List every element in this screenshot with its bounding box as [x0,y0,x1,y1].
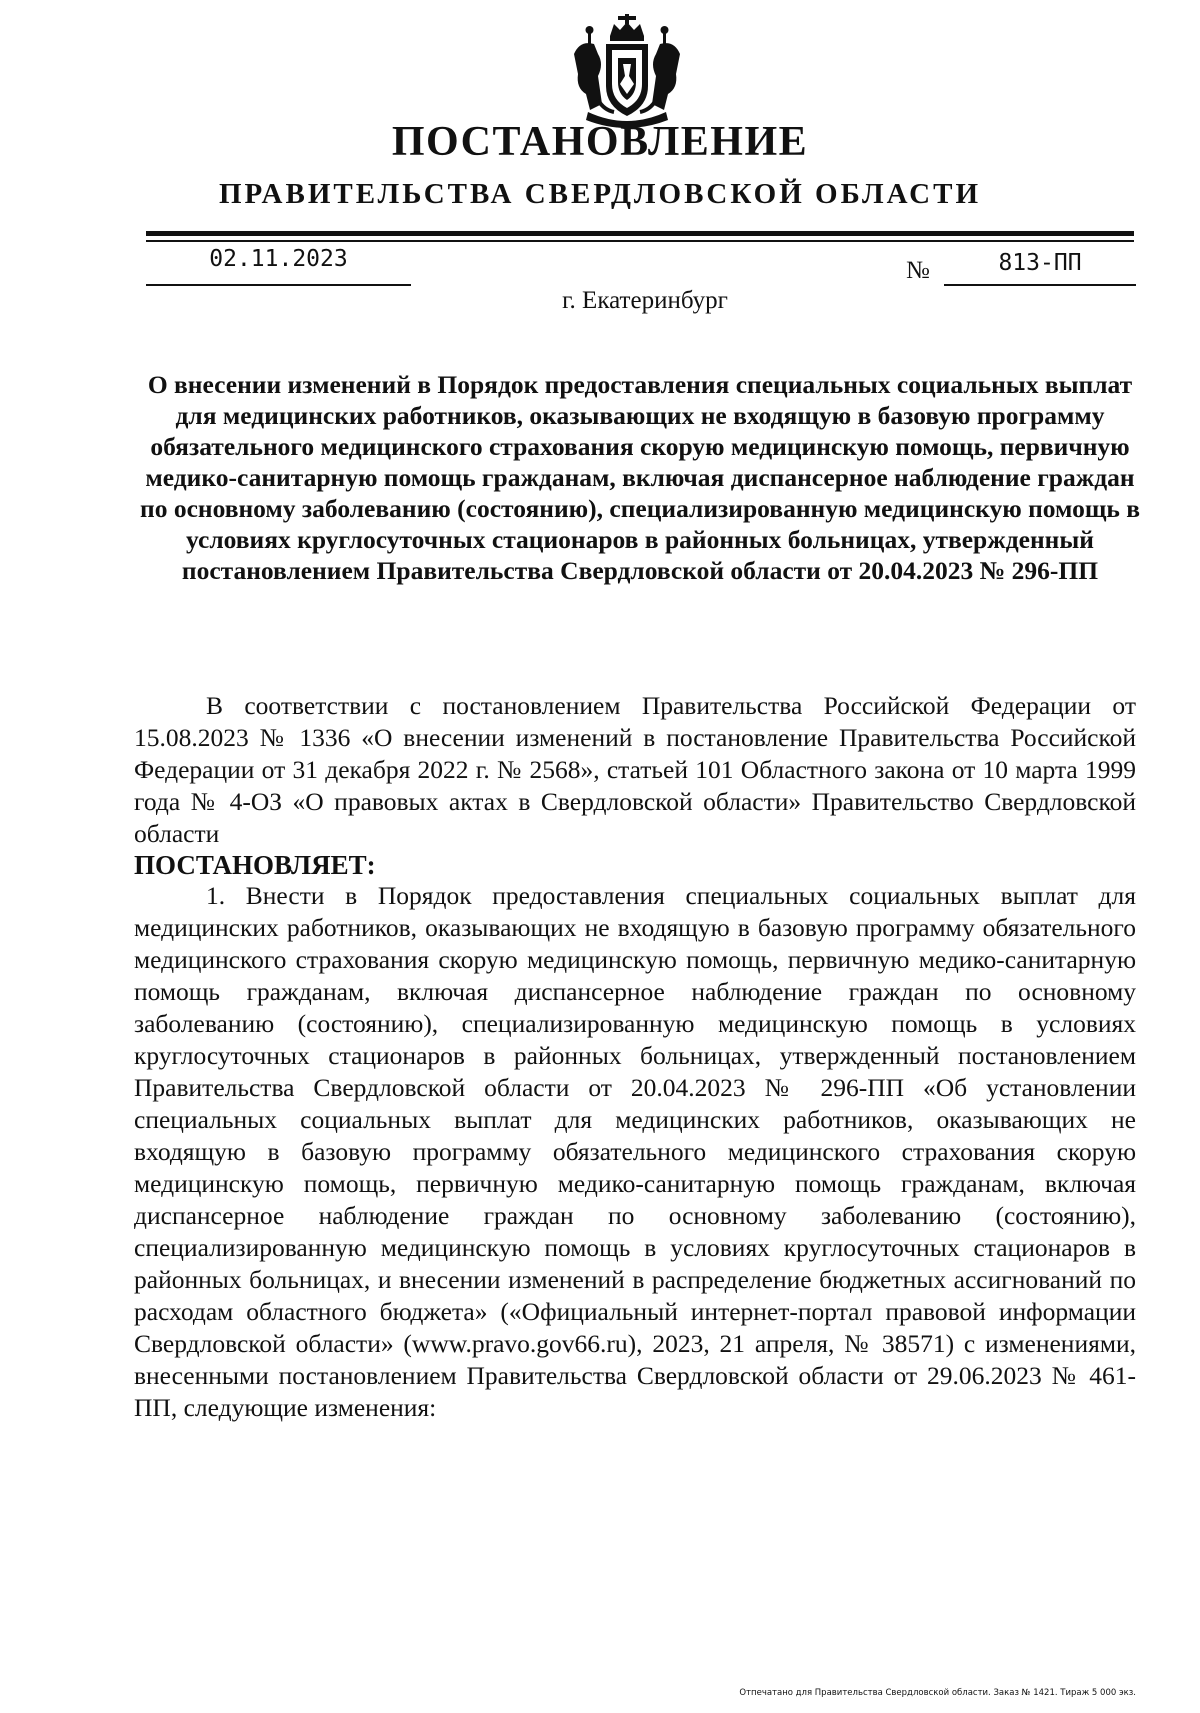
city-line: г. Екатеринбург [562,287,728,314]
document-number: 813-ПП [944,250,1136,286]
coat-of-arms-icon [568,14,686,132]
document-date: 02.11.2023 [146,244,411,286]
document-title: О внесении изменений в Порядок предоставления специальных социальных выплат для медицинских работников, оказывающих не входящую в базовую программу обязательного медицинского страхования скорую медицинскую помощь, первичную медико-санитарную помощь гражданам, включая диспансерное наблюдение граждан по основному заболеванию (состоянию), специализированную медицинскую помощь в условиях круглосуточных стационаров в районных больницах, утвержденный постановлением Правительства Свердловской области от 20.04.2023 № 296-ПП [140,370,1140,585]
header-divider-thick [146,231,1134,236]
header-divider-thin [146,240,1134,242]
issuing-authority-heading: ПРАВИТЕЛЬСТВА СВЕРДЛОВСКОЙ ОБЛАСТИ [218,178,982,210]
document-type-heading: ПОСТАНОВЛЕНИЕ [391,119,809,165]
resolves-heading: ПОСТАНОВЛЯЕТ: [134,850,376,880]
print-footer: Отпечатано для Правительства Свердловской области. Заказ № 1421. Тираж 5 000 экз. [739,1688,1136,1698]
document-body [134,690,1136,1424]
preamble-paragraph: В соответствии с постановлением Правительства Российской Федерации от 15.08.2023 № 1336 «О внесении изменений в постановление Правительства Российской Федерации от 31 декабря 2022 г. № 2568», статьей 101 Областного закона от 10 марта 1999 года № 4-ОЗ «О правовых актах в Свердловской области» Правительство Свердловской области [134,691,1136,848]
item-1-paragraph: 1. Внести в Порядок предоставления специальных социальных выплат для медицинских работников, оказывающих не входящую в базовую программу обязательного медицинского страхования скорую медицинскую помощь, первичную медико-санитарную помощь гражданам, включая диспансерное наблюдение граждан по основному заболеванию (состоянию), специализированную медицинскую помощь в условиях круглосуточных стационаров в районных больницах, утвержденный постановлением Правительства Свердловской области от 20.04.2023 № 296-ПП «Об установлении специальных социальных выплат для медицинских работников, оказывающих не входящую в базовую программу обязательного медицинского страхования скорую медицинскую помощь, первичную медико-санитарную помощь гражданам, включая диспансерное наблюдение граждан по основному заболеванию (состоянию), специализированную медицинскую помощь в условиях круглосуточных стационаров в районных больницах, и внесении изменений в распределение бюджетных ассигнований по расходам областного бюджета» («Официальный интернет-портал правовой информации Свердловской области» (www.pravo.gov66.ru), 2023, 21 апреля, № 38571) с изменениями, внесенными постановлением Правительства Свердловской области от 29.06.2023 № 461-ПП, следующие изменения: [134,881,1136,1422]
number-sign: № [906,257,930,284]
